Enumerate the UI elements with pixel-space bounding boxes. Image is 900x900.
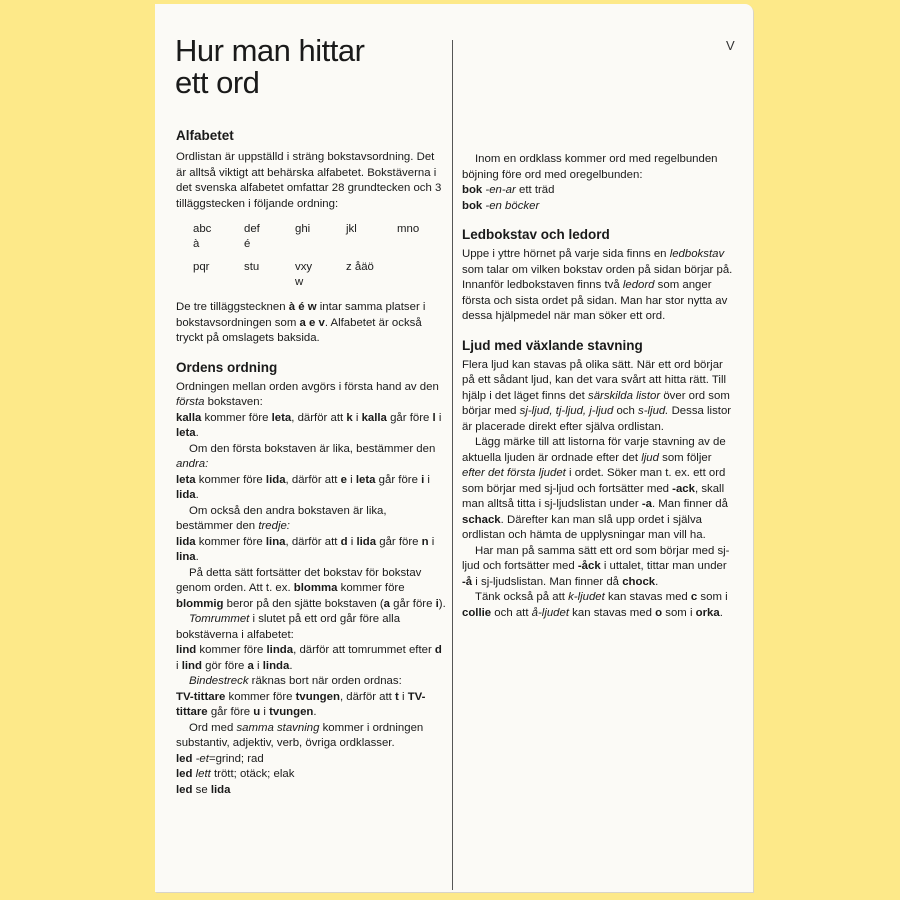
letter-group: def é	[244, 223, 260, 250]
example: led se lida	[176, 783, 231, 796]
letter-group: vxy w	[295, 261, 313, 288]
paragraph: Inom en ordklass kommer ord med regelbunden böjning före ord med oregelbunden:	[462, 153, 718, 181]
letter-group: jkl	[346, 223, 357, 235]
paragraph: Ordningen mellan orden avgörs i första hand av den första bokstaven:	[176, 380, 439, 408]
paragraph: Uppe i yttre hörnet på varje sida finns en ledbokstav som talar om vilken bokstav orden på sidan börjar på. Innanför ledbokstaven finns två ledord som anger första och sista ordet på sidan. Man har stor nytta av dessa hjälpmedel när man söker ett ord.	[462, 248, 733, 322]
right-column	[462, 152, 737, 621]
example: leta kommer före lida, därför att e i leta går före i i lida.	[176, 473, 430, 501]
left-column	[176, 127, 446, 798]
paragraph: Tänk också på att k-ljudet kan stavas med c som i collie och att å-ljudet kan stavas med o som i orka.	[462, 591, 728, 619]
letter-group: pqr	[193, 261, 210, 273]
letter-group: stu	[244, 261, 260, 273]
paragraph: Flera ljud kan stavas på olika sätt. När ett ord börjar på ett sådant ljud, kan det vara svårt att hitta rätt. Till hjälp i det läget finns det särskilda listor över ord som börjar med sj-ljud, tj-ljud, j-ljud och s-ljud. Dessa listor är placerade direkt efter själva ordlistan.	[462, 358, 732, 433]
paragraph: De tre tilläggstecknen à é w intar samma platser i bokstavsordningen som a e v. Alfabetet är också tryckt på omslagets baksida.	[176, 301, 426, 344]
example: kalla kommer före leta, därför att k i kalla går före l i leta.	[176, 411, 442, 439]
paragraph: Lägg märke till att listorna för varje stavning av de aktuella ljuden är ordnade efter det ljud som följer efter det första ljudet i ordet. Söker man t. ex. ett ord som börjar med sj-ljud och fortsätter med -ack, skall man alltså titta i sj-ljudslistan under -a. Man finner då schack. Därefter kan man slå upp ordet i själva ordlistan och hämta de upplysningar man vill ha.	[462, 436, 728, 541]
example: bok -en böcker	[462, 199, 540, 212]
example: bok -en-ar ett träd	[462, 184, 555, 196]
paragraph: Om också den andra bokstaven är lika, bestämmer den tredje:	[176, 504, 387, 532]
letter-group: z åäö	[346, 261, 374, 273]
column-divider	[452, 40, 453, 890]
page-title: Hur man hittar ett ord	[175, 33, 365, 100]
example: lida kommer före lina, därför att d i lida går före n i lina.	[176, 535, 435, 563]
letter-group: mno	[397, 223, 420, 235]
example: TV-tittare kommer före tvungen, därför att t i TV-tittare går före u i tvungen.	[176, 690, 426, 718]
paragraph: Om den första bokstaven är lika, bestämmer den andra:	[176, 442, 436, 470]
paragraph: Ordlistan är uppställd i sträng bokstavsordning. Det är alltså viktigt att behärska alfabetet. Bokstäverna i det svenska alfabetet omfattar 28 grundtecken och 3 tilläggstecken i följande ordning:	[176, 151, 442, 210]
page-number: V	[726, 38, 735, 53]
paragraph: Ord med samma stavning kommer i ordningen substantiv, adjektiv, verb, övriga ordklasser.	[176, 721, 424, 749]
alphabet-grid	[193, 222, 446, 290]
letter-group: abc à	[193, 223, 212, 250]
paragraph: Bindestreck räknas bort när orden ordnas:	[189, 675, 402, 687]
section-heading-ljud: Ljud med växlande stavning	[462, 337, 643, 353]
example: led lett trött; otäck; elak	[176, 768, 295, 780]
example: lind kommer före linda, därför att tomrummet efter d i lind gör före a i linda.	[176, 644, 442, 672]
letter-group: ghi	[295, 223, 311, 235]
paragraph: Har man på samma sätt ett ord som börjar med sj-ljud och fortsätter med -åck i uttalet, tittar man under -å i sj-ljudslistan. Man finner då chock.	[462, 544, 730, 588]
paragraph: På detta sätt fortsätter det bokstav för bokstav genom orden. Att t. ex. blomma kommer före blommig beror på den sjätte bokstaven (a går före i).	[176, 566, 446, 610]
paragraph: Tomrummet i slutet på ett ord går före alla bokstäverna i alfabetet:	[176, 613, 401, 641]
section-heading-ordens-ordning: Ordens ordning	[176, 359, 278, 375]
example: led -et=grind; rad	[176, 752, 264, 765]
section-heading-ledbokstav: Ledbokstav och ledord	[462, 227, 610, 242]
section-heading-alfabetet: Alfabetet	[176, 128, 234, 143]
